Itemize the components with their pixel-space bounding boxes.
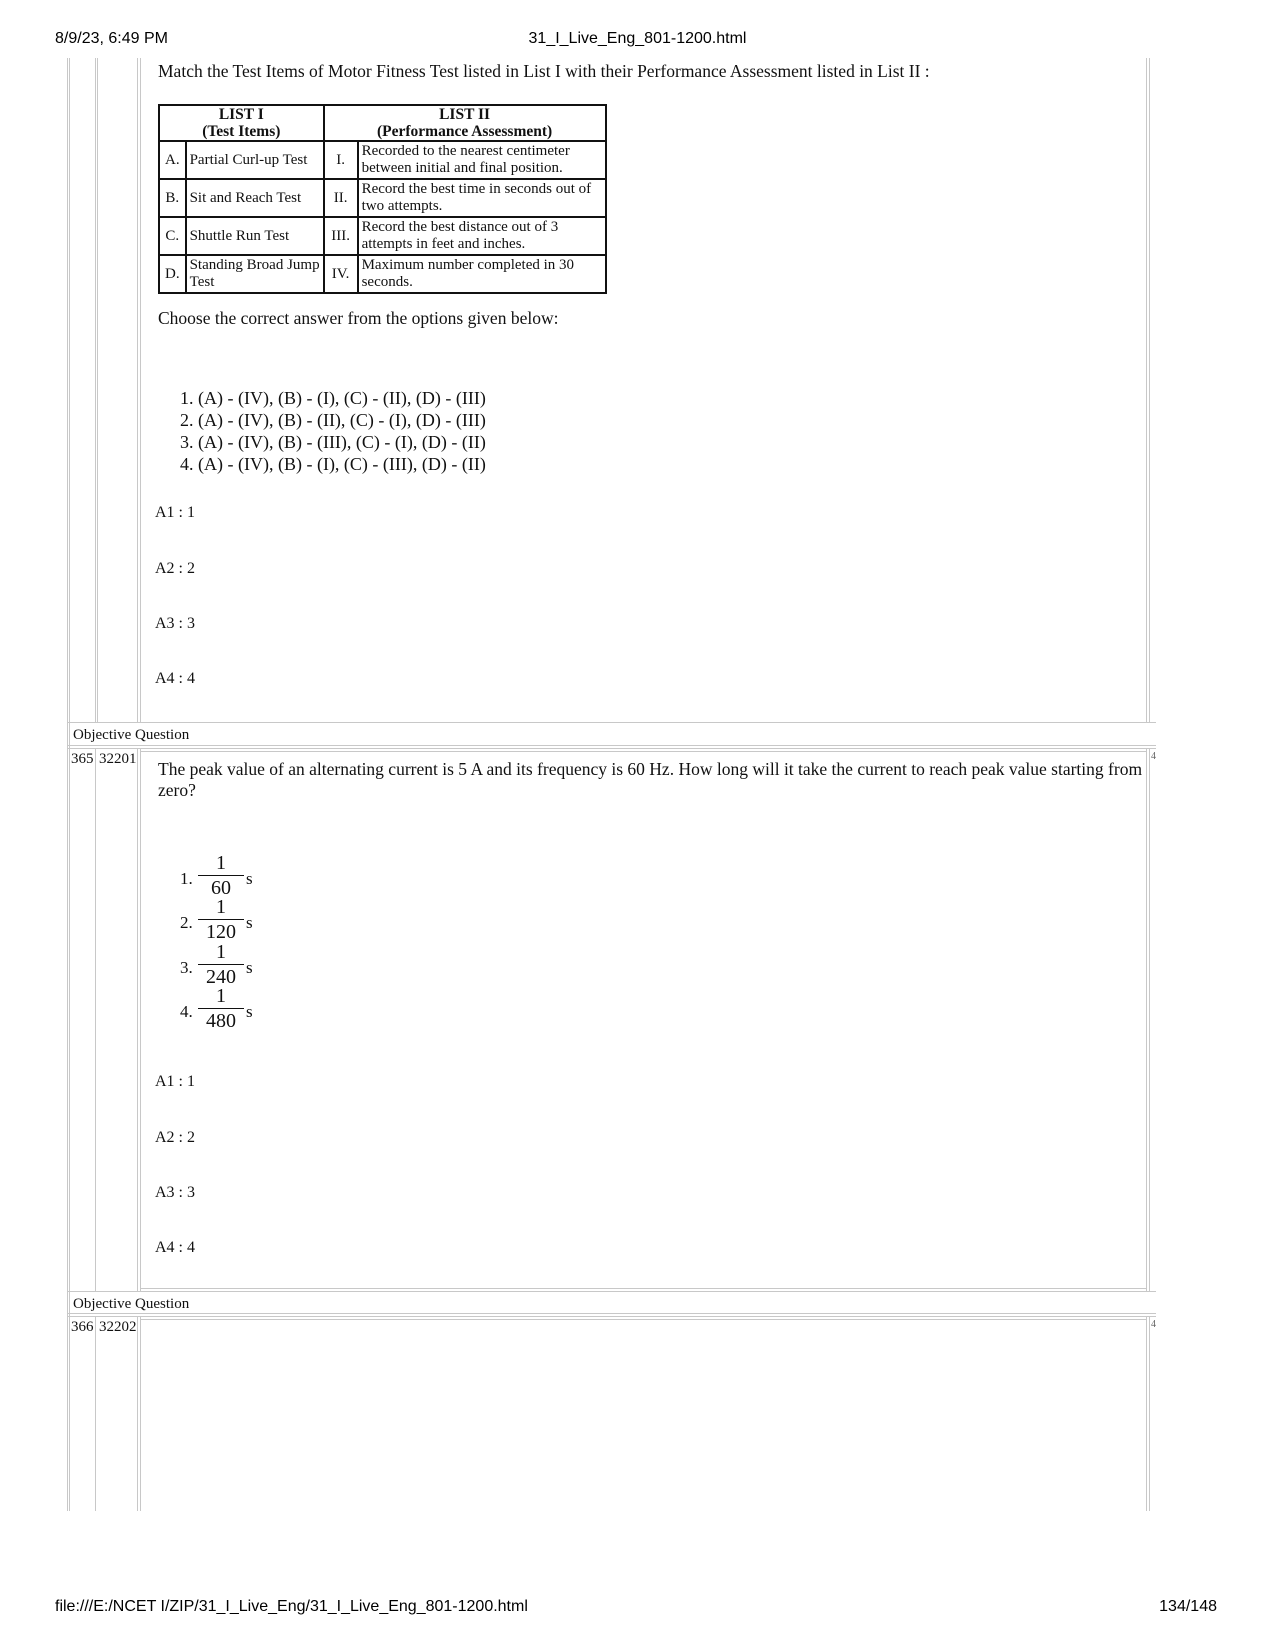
q366-serial-number: 366 [71, 1319, 94, 1335]
q364-instruction: Choose the correct answer from the options given below: [158, 308, 559, 328]
table-row: B. Sit and Reach Test II. Record the best time in seconds out of two attempts. [159, 179, 606, 217]
fraction: $\frac{1}{240}$ [198, 940, 244, 989]
q366-question-id: 32202 [99, 1319, 137, 1335]
q365-question: The peak value of an alternating current is 5 A and its frequency is 60 Hz. How long will it take the current to reach peak value starting from zero? [158, 759, 1143, 800]
q365-type-label: Objective Question [73, 727, 190, 743]
table-row: A. Partial Curl-up Test I. Recorded to the nearest centimeter between initial and final position. [159, 141, 606, 179]
table-row: D. Standing Broad Jump Test IV. Maximum number completed in 30 seconds. [159, 255, 606, 293]
option-item: 4. (A) - (IV), (B) - (I), (C) - (III), (D) - (II) [180, 454, 486, 474]
q364-match-table [158, 104, 607, 294]
q364-answer-3: A3 : 3 [155, 615, 195, 632]
print-page-number: 134/148 [1159, 1598, 1217, 1615]
q364-answer-1: A1 : 1 [155, 504, 195, 521]
q366-marks: 4 [1151, 1319, 1156, 1330]
option-item: 2. (A) - (IV), (B) - (II), (C) - (I), (D) - (III) [180, 410, 486, 430]
q366-type-label: Objective Question [73, 1296, 190, 1312]
print-datetime: 8/9/23, 6:49 PM [55, 30, 168, 47]
option-item: 1. (A) - (IV), (B) - (I), (C) - (II), (D) - (III) [180, 388, 486, 408]
print-title: 31_I_Live_Eng_801-1200.html [528, 30, 747, 47]
q365-serial-number: 365 [71, 751, 94, 767]
q365-answer-3: A3 : 3 [155, 1184, 195, 1201]
option-item: 3. (A) - (IV), (B) - (III), (C) - (I), (D) - (II) [180, 432, 486, 452]
fraction: $\frac{1}{120}$ [198, 895, 244, 944]
q364-answer-4: A4 : 4 [155, 670, 195, 687]
fraction: $\frac{1}{60}$ [198, 851, 244, 900]
q365-answer-1: A1 : 1 [155, 1073, 195, 1090]
table-row: C. Shuttle Run Test III. Record the best distance out of 3 attempts in feet and inches. [159, 217, 606, 255]
q364-question: Match the Test Items of Motor Fitness Test listed in List I with their Performance Assessment listed in List II : [158, 61, 930, 81]
q364-answer-2: A2 : 2 [155, 560, 195, 577]
q364-options [180, 387, 486, 475]
q365-marks: 4 [1151, 751, 1156, 762]
list2-header: LIST II (Performance Assessment) [324, 105, 606, 141]
list1-header: LIST I (Test Items) [159, 105, 324, 141]
print-file-path: file:///E:/NCET I/ZIP/31_I_Live_Eng/31_I_Live_Eng_801-1200.html [55, 1598, 528, 1615]
q365-answer-2: A2 : 2 [155, 1129, 195, 1146]
q365-question-id: 32201 [99, 751, 137, 767]
fraction: $\frac{1}{480}$ [198, 984, 244, 1033]
q365-answer-4: A4 : 4 [155, 1239, 195, 1256]
